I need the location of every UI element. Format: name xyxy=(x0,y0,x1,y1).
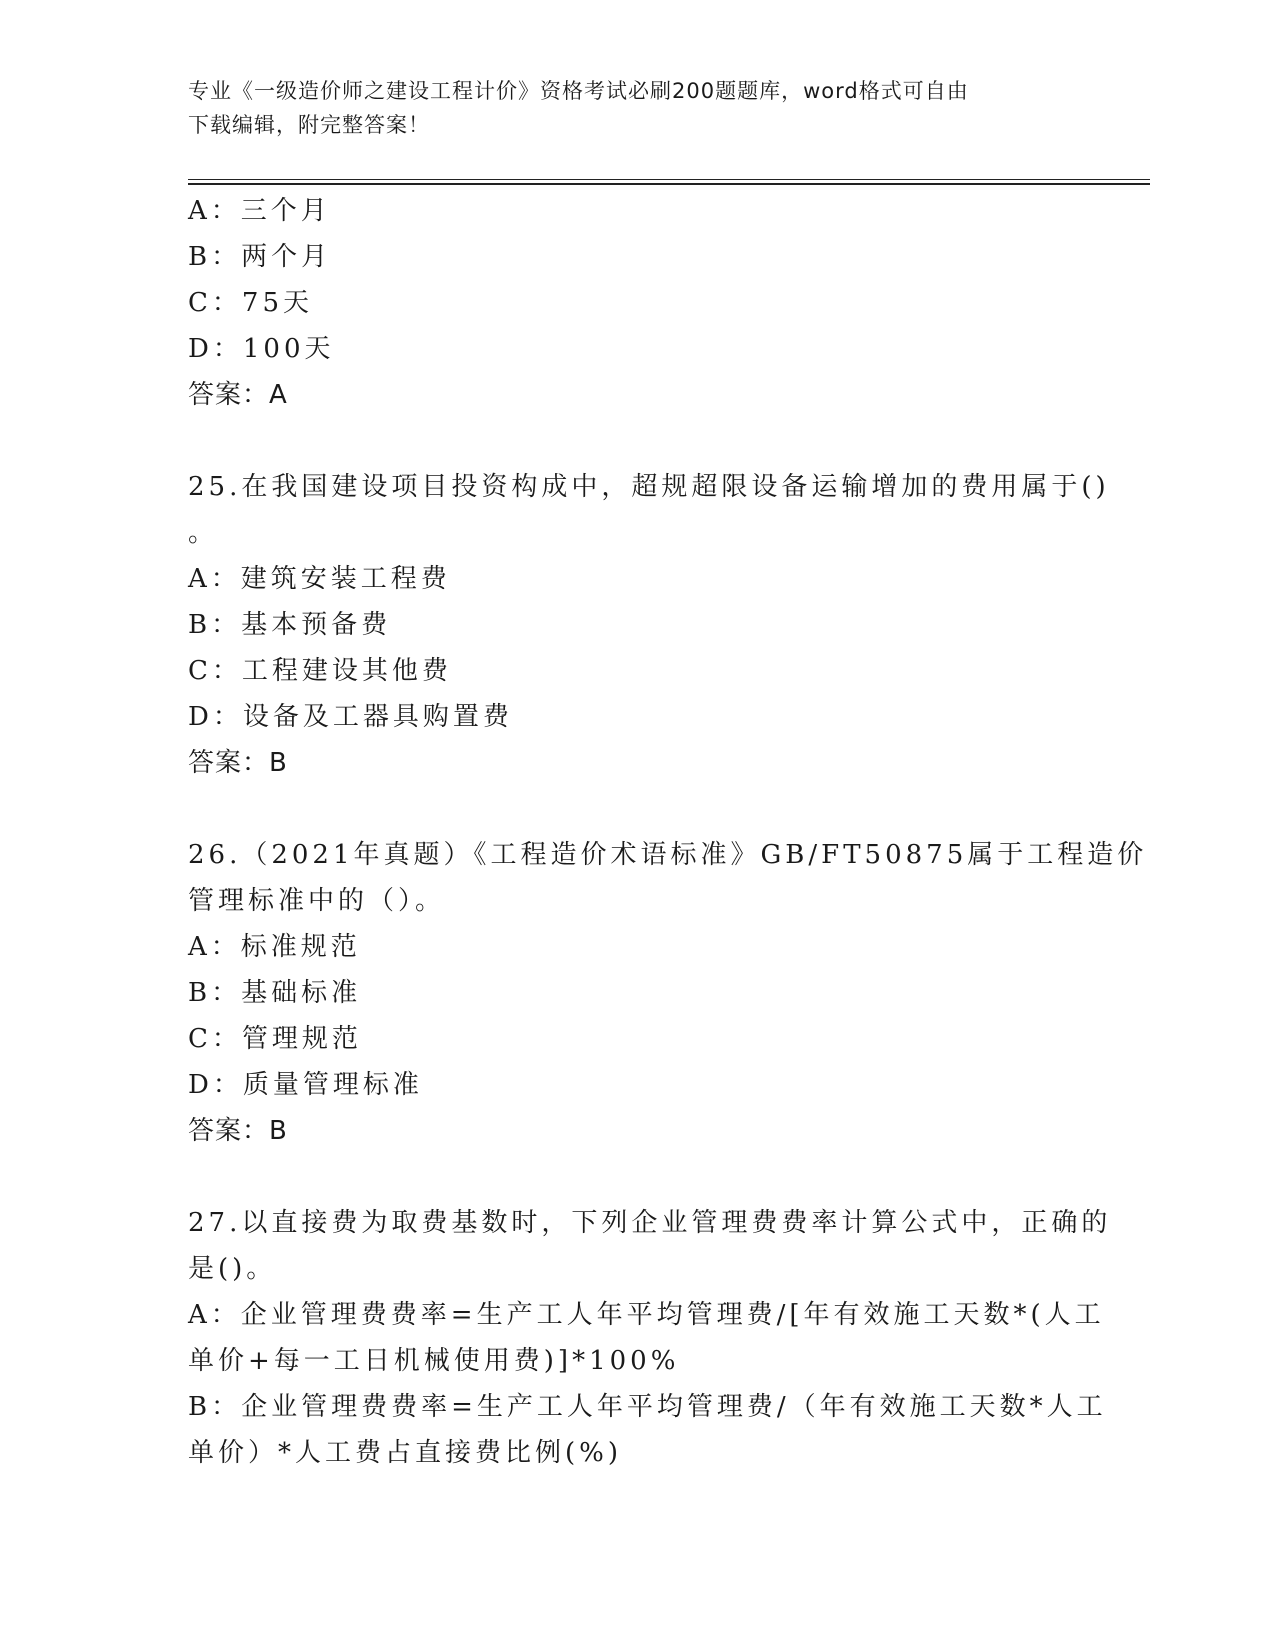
option-c: C：工程建设其他费 xyxy=(188,656,452,686)
option-d: D：设备及工器具购置费 xyxy=(188,702,513,732)
question-24-continued xyxy=(188,188,1088,418)
option-b: B：企业管理费费率=生产工人年平均管理费/（年有效施工天数*人工 xyxy=(188,1392,1107,1422)
document-header xyxy=(188,74,1068,142)
header-line-2: 下载编辑，附完整答案！ xyxy=(188,113,430,137)
question-stem-line-2: 管理标准中的（）。 xyxy=(188,886,446,916)
question-list xyxy=(188,188,1148,1476)
answer-line: 答案：B xyxy=(188,748,288,778)
question-27 xyxy=(188,1200,1112,1476)
option-a: A：三个月 xyxy=(188,196,331,226)
question-25 xyxy=(188,464,1110,786)
option-b: B：基础标准 xyxy=(188,978,362,1008)
option-a-continued: 单价+每一工日机械使用费)]*100% xyxy=(188,1346,680,1376)
header-divider-thin xyxy=(188,179,1150,180)
question-stem-line-1: 26.（2021年真题）《工程造价术语标准》GB/FT50875属于工程造价 xyxy=(188,840,1148,870)
option-d: D：质量管理标准 xyxy=(188,1070,423,1100)
question-stem-line-1: 25.在我国建设项目投资构成中，超规超限设备运输增加的费用属于() xyxy=(188,472,1110,502)
option-a: A：企业管理费费率=生产工人年平均管理费/[年有效施工天数*(人工 xyxy=(188,1300,1105,1330)
option-b-continued: 单价）*人工费占直接费比例(%) xyxy=(188,1438,622,1468)
question-stem-line-2: 是()。 xyxy=(188,1254,277,1284)
option-b: B：基本预备费 xyxy=(188,610,392,640)
header-divider-thick xyxy=(188,183,1150,185)
option-a: A：建筑安装工程费 xyxy=(188,564,451,594)
answer-line: 答案：A xyxy=(188,380,288,410)
option-c: C：管理规范 xyxy=(188,1024,362,1054)
answer-line: 答案：B xyxy=(188,1116,288,1146)
option-b: B：两个月 xyxy=(188,242,332,272)
option-d: D：100天 xyxy=(188,334,335,364)
option-c: C：75天 xyxy=(188,288,314,318)
option-a: A：标准规范 xyxy=(188,932,361,962)
question-stem-line-2: 。 xyxy=(188,518,219,548)
header-line-1: 专业《一级造价师之建设工程计价》资格考试必刷200题题库，word格式可自由 xyxy=(188,79,969,103)
question-stem-line-1: 27.以直接费为取费基数时，下列企业管理费费率计算公式中，正确的 xyxy=(188,1208,1112,1238)
question-26 xyxy=(188,832,1148,1154)
